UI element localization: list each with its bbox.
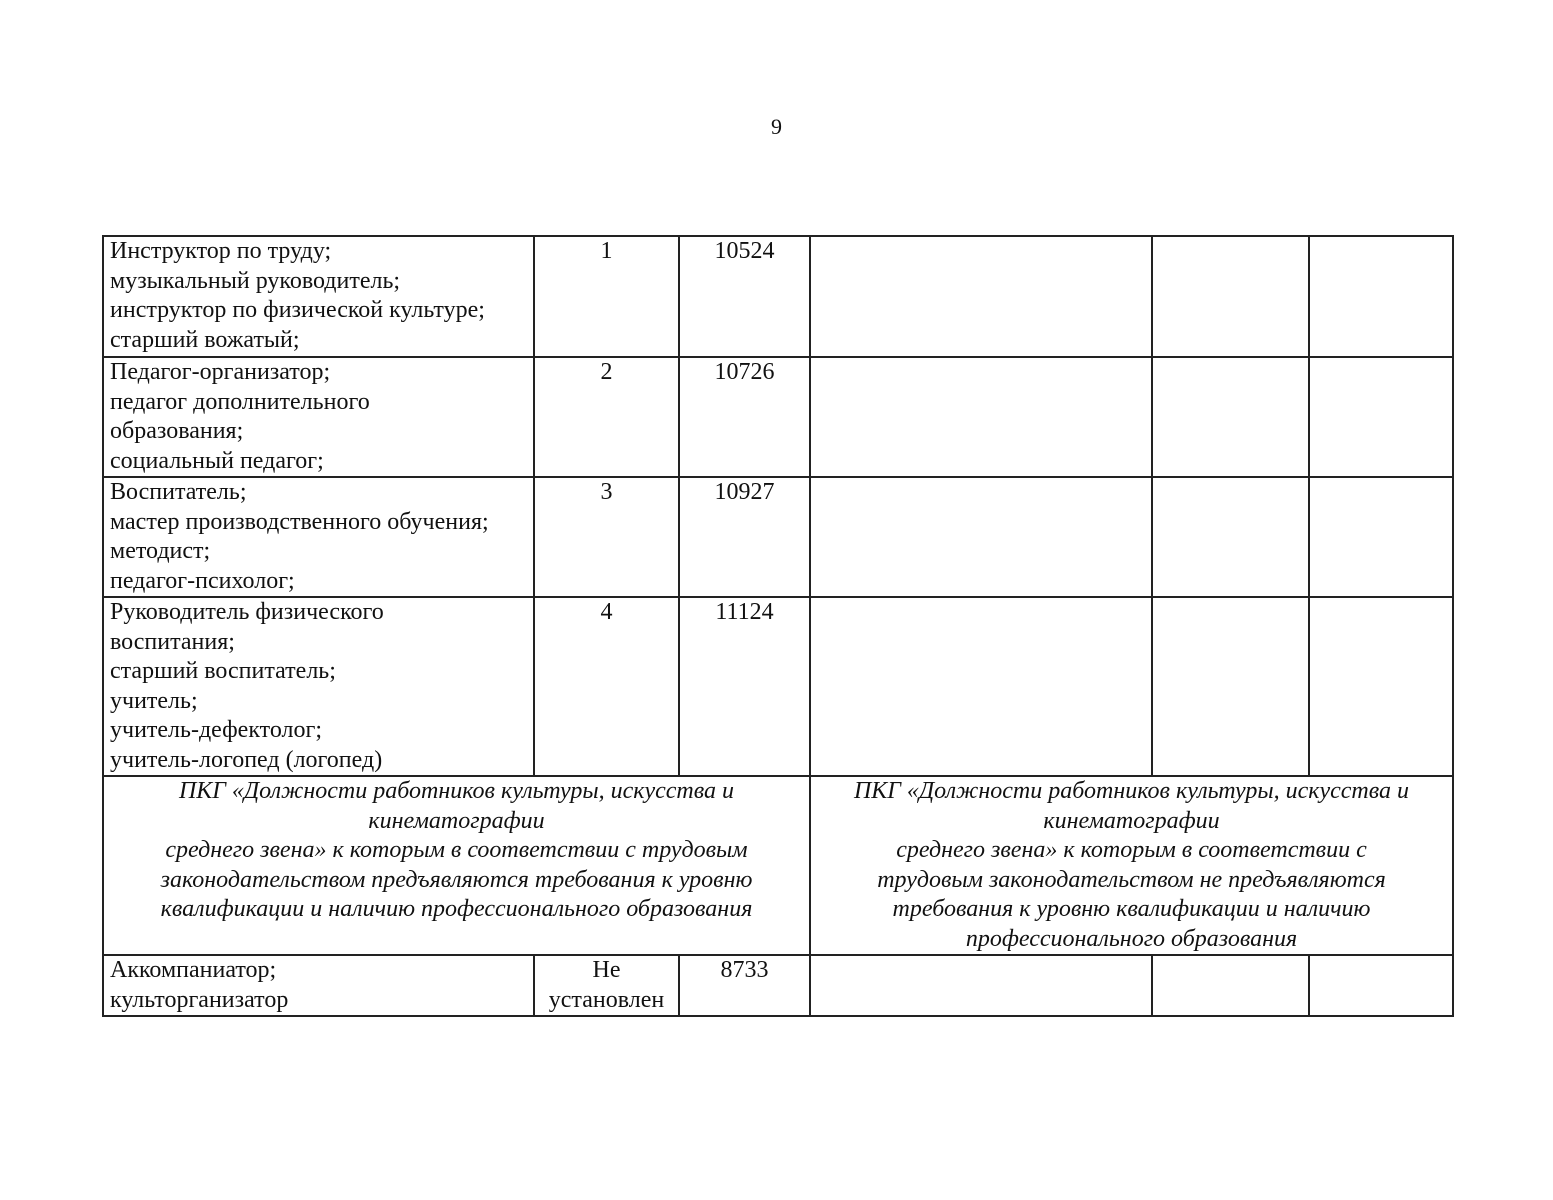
heading-line: кинематографии <box>368 807 545 834</box>
position-name: старший вожатый; <box>110 326 300 353</box>
qualification-level: 1 <box>534 236 679 357</box>
heading-line: среднего звена» к которым в соответствии с <box>896 837 1367 863</box>
heading-line: кинематографии <box>1043 807 1220 834</box>
empty-cell <box>1152 236 1309 357</box>
table-row <box>103 955 1453 1016</box>
position-names-cell <box>103 477 534 597</box>
position-names-cell <box>103 955 534 1016</box>
position-name: образования; <box>110 418 244 444</box>
empty-cell <box>1309 477 1453 597</box>
salary-value: 10927 <box>679 477 810 597</box>
salary-value: 11124 <box>679 597 810 776</box>
salary-table <box>102 235 1454 1017</box>
level-text: установлен <box>548 986 665 1013</box>
empty-cell <box>810 357 1152 477</box>
level-text: Не <box>592 957 621 983</box>
heading-line: квалификации и наличию профессионального образования <box>160 896 753 922</box>
qualification-level: 2 <box>534 357 679 477</box>
position-name: Аккомпаниатор; <box>110 957 277 983</box>
position-name: Педагог-организатор; <box>110 359 331 385</box>
heading-line: среднего звена» к которым в соответствии с трудовым <box>165 837 748 863</box>
empty-cell <box>1152 597 1309 776</box>
position-names-cell <box>103 357 534 477</box>
position-name: инструктор по физической культуре; <box>110 297 485 323</box>
position-name: воспитания; <box>110 628 235 655</box>
position-names-cell <box>103 236 534 357</box>
position-name: учитель-логопед (логопед) <box>110 746 383 773</box>
position-name: социальный педагог; <box>110 447 324 474</box>
empty-cell <box>1152 357 1309 477</box>
heading-line: ПКГ «Должности работников культуры, искусства и <box>178 778 735 804</box>
qualification-level: 3 <box>534 477 679 597</box>
empty-cell <box>1309 955 1453 1016</box>
heading-line: требования к уровню квалификации и наличию <box>892 896 1371 922</box>
empty-cell <box>810 477 1152 597</box>
position-name: педагог-психолог; <box>110 567 295 594</box>
table-row <box>103 236 1453 357</box>
position-name: музыкальный руководитель; <box>110 267 401 294</box>
qualification-level <box>534 955 679 1016</box>
position-name: культорганизатор <box>110 986 289 1013</box>
table-row <box>103 477 1453 597</box>
empty-cell <box>1309 236 1453 357</box>
salary-value: 10524 <box>679 236 810 357</box>
table-row <box>103 357 1453 477</box>
heading-line: законодательством предъявляются требования к уровню <box>160 866 753 893</box>
salary-value: 8733 <box>679 955 810 1016</box>
empty-cell <box>810 955 1152 1016</box>
page-number: 9 <box>771 114 782 139</box>
position-name: Инструктор по труду; <box>110 238 332 264</box>
table-row <box>103 597 1453 776</box>
empty-cell <box>810 597 1152 776</box>
salary-value: 10726 <box>679 357 810 477</box>
qualification-level: 4 <box>534 597 679 776</box>
empty-cell <box>1152 477 1309 597</box>
position-names-cell <box>103 597 534 776</box>
position-name: Воспитатель; <box>110 479 247 505</box>
group-heading-row <box>103 776 1453 955</box>
empty-cell <box>1309 357 1453 477</box>
group-heading-right <box>810 776 1453 955</box>
position-name: Руководитель физического <box>110 599 384 625</box>
group-heading-left <box>103 776 810 955</box>
position-name: педагог дополнительного <box>110 388 370 415</box>
heading-line: трудовым законодательством не предъявляются <box>877 866 1386 893</box>
empty-cell <box>1309 597 1453 776</box>
heading-line: ПКГ «Должности работников культуры, искусства и <box>853 778 1410 804</box>
position-name: учитель-дефектолог; <box>110 717 323 743</box>
position-name: методист; <box>110 538 211 564</box>
position-name: мастер производственного обучения; <box>110 508 489 535</box>
empty-cell <box>810 236 1152 357</box>
position-name: учитель; <box>110 687 198 714</box>
heading-line: профессионального образования <box>965 925 1298 952</box>
empty-cell <box>1152 955 1309 1016</box>
position-name: старший воспитатель; <box>110 658 336 684</box>
